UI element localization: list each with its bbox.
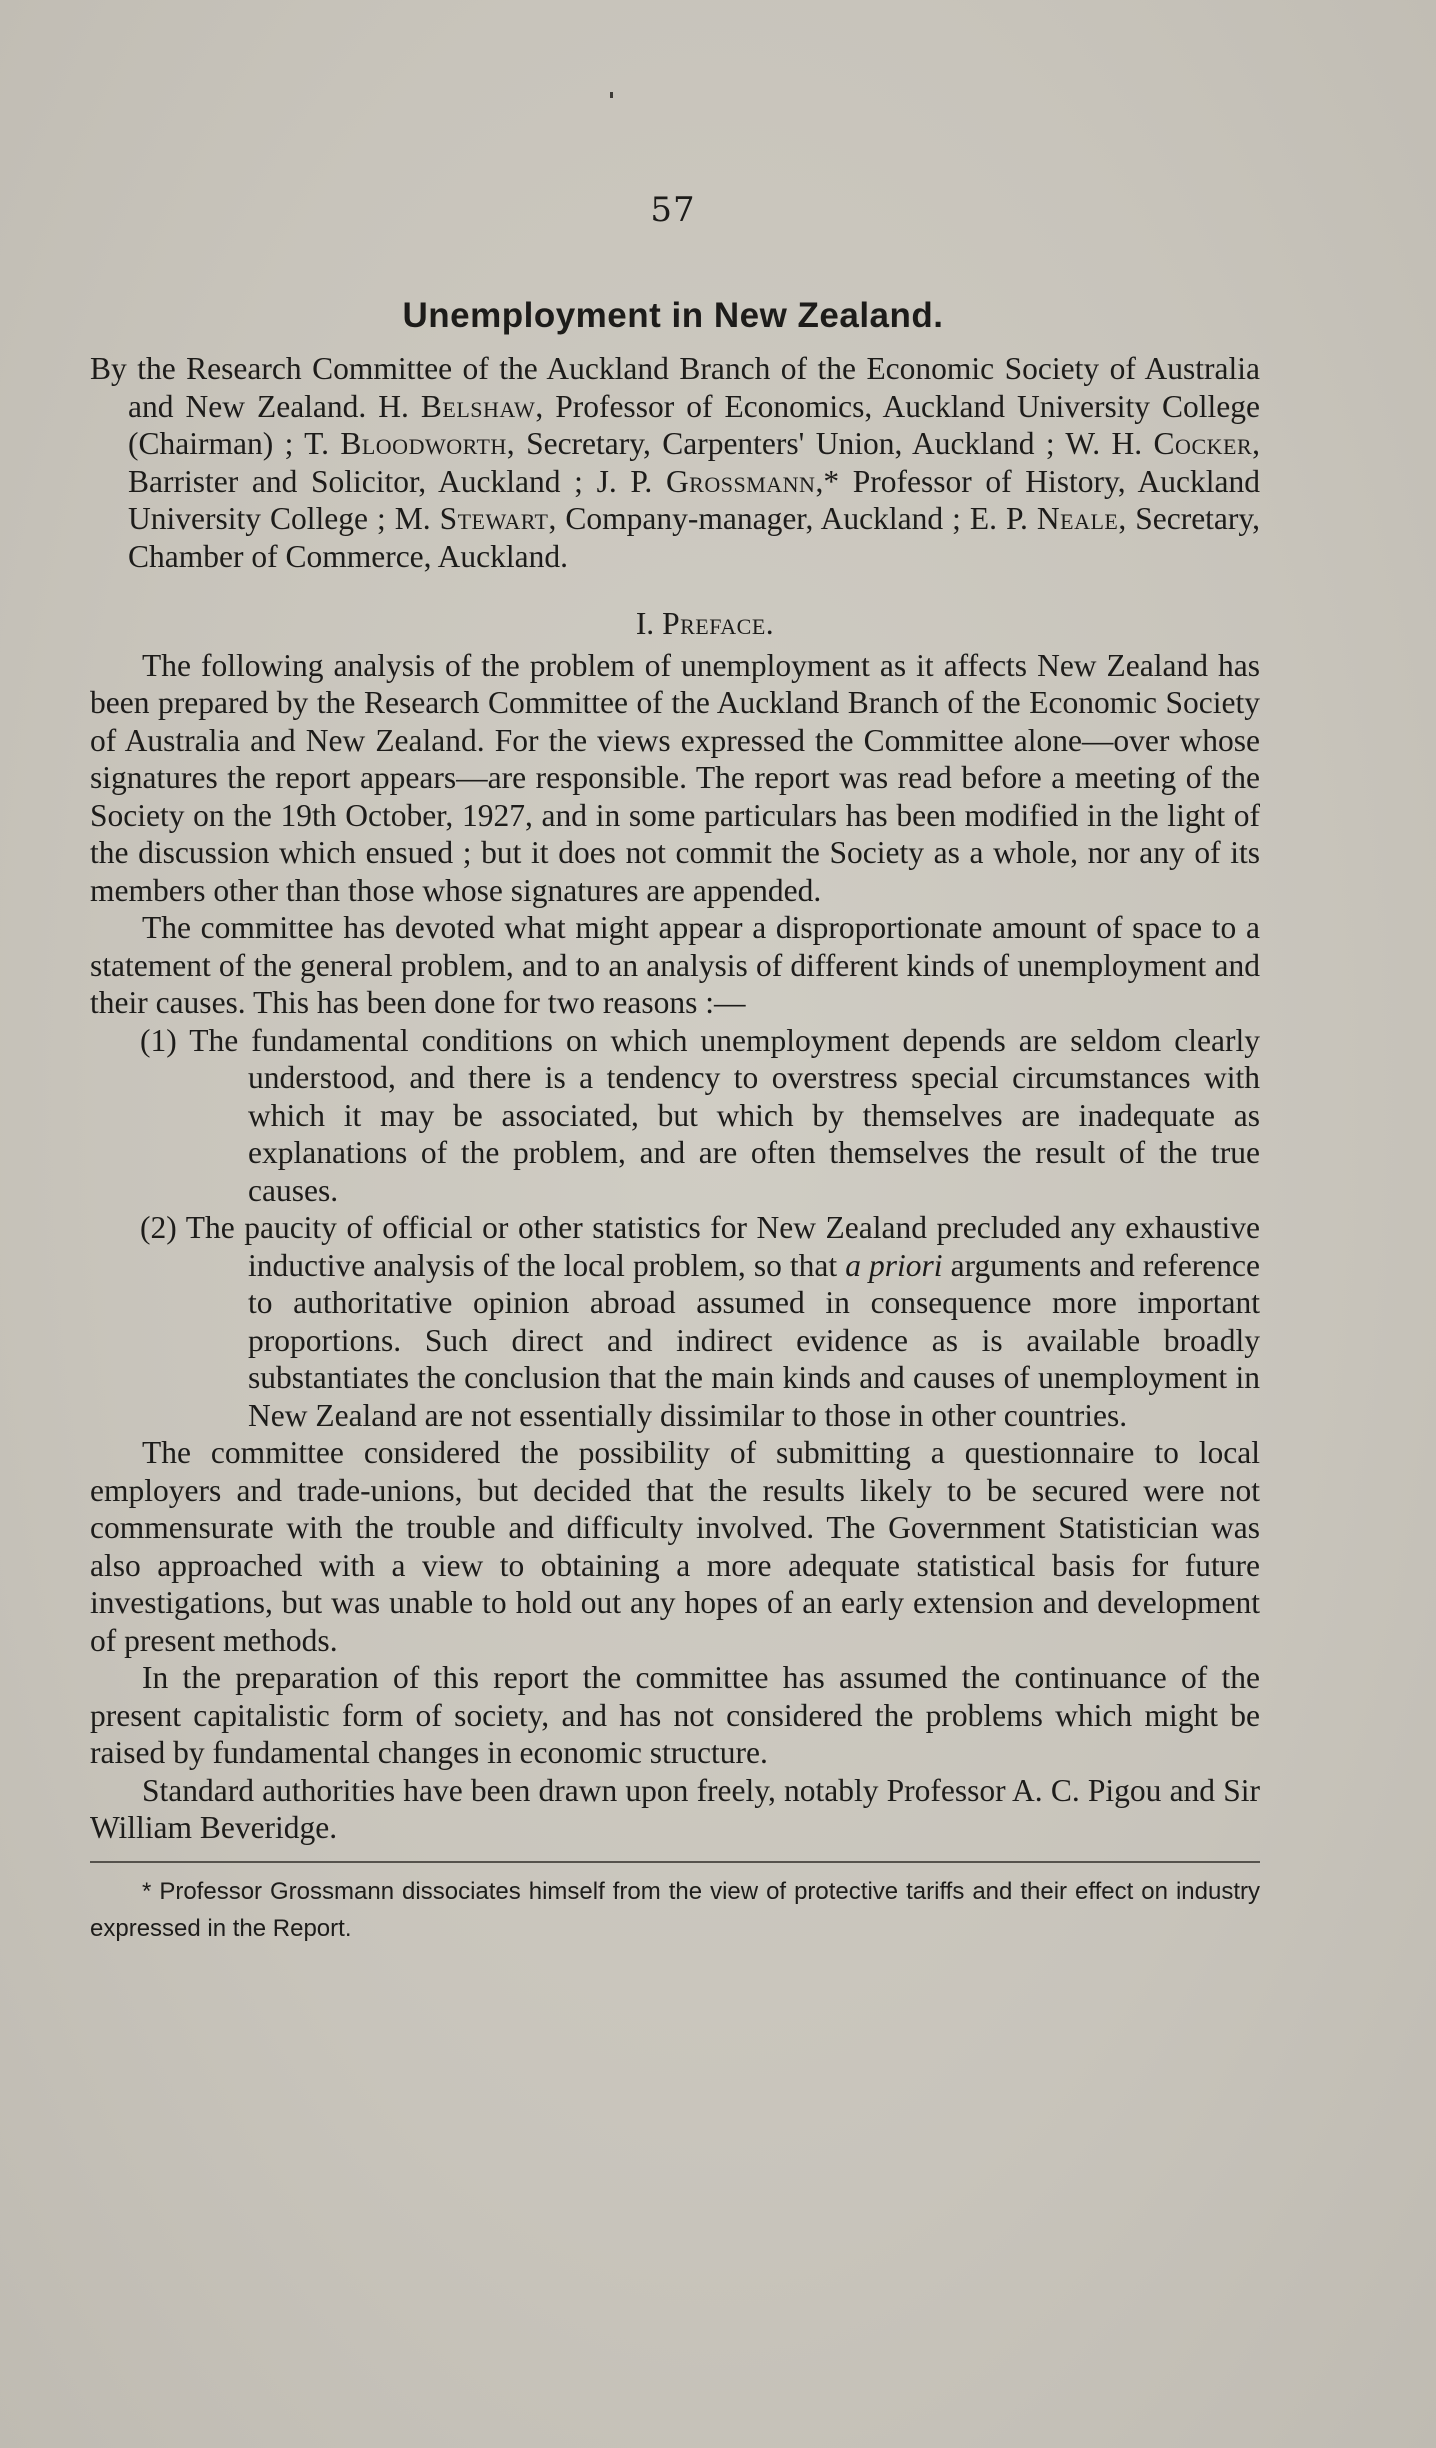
paragraph-3: The committee considered the possibility of submitting a questionnaire to local employers and trade-unions, but decided that the results likely to be secured were not commensurate with the trouble and difficulty involved. The Government Statistician was also approached with a view to obtaining a more adequate statistical basis for future investigations, but was unable to hold out any hopes of an early extension and development of present methods. [90, 1435, 1260, 1658]
author-belshaw-role: , Professor of Economics, Auckland University College (Chairman) ; T. [128, 388, 1260, 461]
paragraph-2: The committee has devoted what might appear a disproportionate amount of space to a statement of the general problem, and to an analysis of different kinds of unemployment and their causes. This has been done for two reasons :— [90, 910, 1260, 1020]
reason-2-text-after: arguments and reference to authoritative opinion abroad assumed in consequence more important proportions. Such direct and indirect evidence as is available broadly substantiates the conclusion that the main kinds and causes of unemployment in New Zealand are not essentially dissimilar to those in other countries. [248, 1247, 1260, 1433]
paragraph-1: The following analysis of the problem of unemployment as it affects New Zealand has been prepared by the Research Committee of the Auckland Branch of the Economic Society of Australia and New Zealand. For the views expressed the Committee alone—over whose signatures the report appears—are responsible. The report was read before a meeting of the Society on the 19th October, 1927, and in some particulars has been modified in the light of the discussion which ensued ; but it does not commit the Society as a whole, nor any of its members other than those whose signatures are appended. [90, 647, 1260, 908]
author-stewart: Stewart [439, 501, 549, 536]
author-grossmann: Grossmann [665, 463, 816, 499]
reason-2-number: (2) [140, 1210, 186, 1245]
author-bloodworth-role: , Secretary, Carpenters' Union, Auckland ; W. H. [506, 426, 1154, 461]
paragraph-5: Standard authorities have been drawn upon freely, notably Professor A. C. Pigou and Sir William Beveridge. [90, 1772, 1260, 1845]
byline-intro: By the Research Committee of the Auckland Branch of the Economic Society of Australia and New Zealand. H. [90, 351, 1260, 424]
paragraph-4: In the preparation of this report the committee has assumed the continuance of the present capitalistic form of society, and has not considered the problems which might be raised by fundamental changes in economic structure. [90, 1660, 1260, 1770]
author-cocker: Cocker [1153, 426, 1253, 461]
section-numeral: I. [635, 606, 663, 641]
author-neale: Neale [1036, 501, 1119, 536]
reason-2-text-before: The paucity of official or other statistics for New Zealand precluded any exhaustive inductive analysis of the local problem, so that [185, 1210, 1260, 1283]
print-mark [610, 92, 613, 98]
author-cocker-role: , Barrister and Solicitor, Auckland ; J. P. [128, 426, 1260, 499]
page-number: 57 [650, 190, 696, 230]
reason-1 [90, 1022, 1260, 1210]
reason-1-number: (1) [140, 1022, 190, 1058]
article-body [90, 350, 1260, 1947]
author-stewart-role: , Company-manager, Auckland ; E. P. [548, 501, 1037, 536]
author-neale-role: , Secretary, Chamber of Commerce, Auckland. [128, 501, 1260, 574]
reason-2 [90, 1209, 1260, 1434]
footnote-text: Professor Grossmann dissociates himself from the view of protective tariffs and their effect on industry expressed in the Report. [90, 1877, 1260, 1942]
footnote [90, 1873, 1260, 1947]
article-title: Unemployment in New Zealand. [402, 296, 944, 335]
section-label: Preface. [662, 606, 775, 641]
author-bloodworth: Bloodworth [340, 426, 507, 461]
reason-1-text: The fundamental conditions on which unemployment depends are seldom clearly understood, and there is a tendency to overstress special circumstances with which it may be associated, but which by themselves are inadequate as explanations of the problem, and are often themselves the result of the true causes. [189, 1022, 1260, 1208]
footnote-marker: * [142, 1877, 160, 1905]
author-grossmann-role: ,* Professor of History, Auckland University College ; M. [128, 463, 1260, 536]
author-belshaw: Belshaw [420, 388, 536, 424]
footnote-divider [90, 1861, 1260, 1863]
reason-2-italic: a priori [845, 1247, 943, 1283]
author-byline [90, 350, 1260, 575]
section-heading [90, 605, 1260, 643]
